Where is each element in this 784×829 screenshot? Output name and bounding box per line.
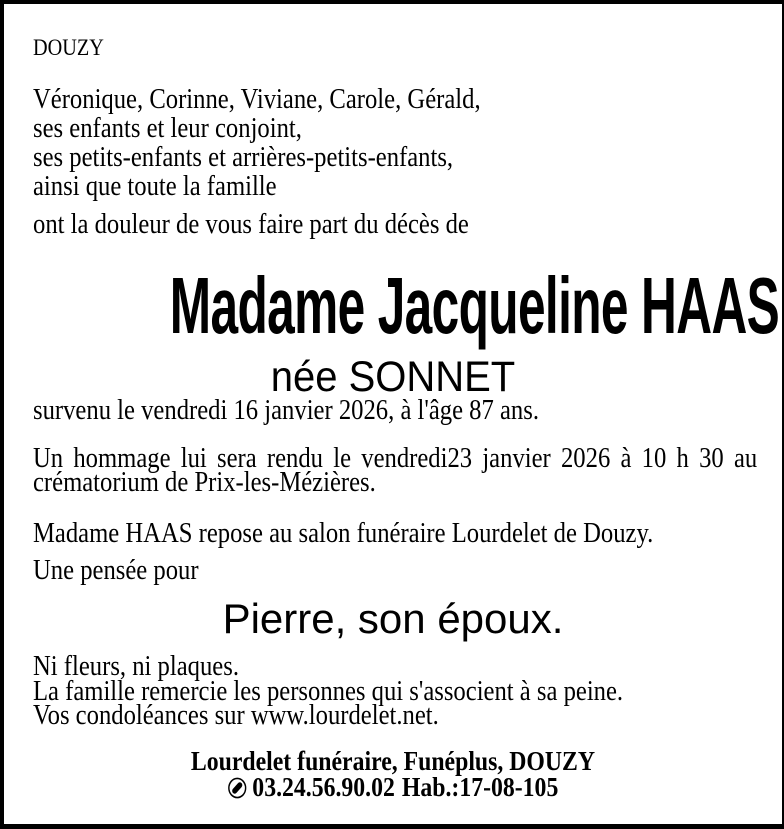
license-number: Hab.:17-08-105 [401, 771, 559, 802]
deceased-name-title: Madame Jacqueline HAAS [169, 261, 780, 350]
family-names-paragraph [33, 85, 753, 201]
family-line: Véronique, Corinne, Viviane, Carole, Gérald, [33, 84, 481, 115]
city-name: DOUZY [33, 35, 104, 60]
funeral-home-line: Lourdelet funéraire, Funéplus, DOUZY [190, 745, 596, 776]
maiden-name-subtitle: née SONNET [270, 353, 516, 401]
family-line: ainsi que toute la famille [33, 171, 277, 202]
ceremony-line: Un hommage lui sera rendu le vendredi23 janvier 2026 à 10 h 30 au [33, 443, 758, 474]
announcement-line: ont la douleur de vous faire part du décès de [33, 209, 469, 240]
spouse-name-line: Pierre, son époux. [222, 595, 564, 642]
telephone-icon [228, 777, 247, 799]
closing-paragraph [33, 651, 753, 731]
closing-line: La famille remercie les personnes qui s'associent à sa peine. [33, 675, 624, 707]
phone-line [76, 771, 710, 802]
ceremony-paragraph [33, 443, 758, 498]
repose-line: Madame HAAS repose au salon funéraire Lourdelet de Douzy. [33, 518, 654, 549]
thought-intro-line: Une pensée pour [33, 555, 199, 586]
family-line: ses petits-enfants et arrières-petits-enfants, [33, 142, 454, 173]
ceremony-line: crématorium de Prix-les-Mézières. [33, 467, 376, 498]
phone-number: 03.24.56.90.02 [252, 771, 395, 802]
closing-line: Vos condoléances sur www.lourdelet.net. [33, 700, 439, 731]
closing-line: Ni fleurs, ni plaques. [33, 651, 239, 682]
death-date-line: survenu le vendredi 16 janvier 2026, à l'âge 87 ans. [33, 395, 539, 426]
family-line: ses enfants et leur conjoint, [33, 113, 302, 144]
